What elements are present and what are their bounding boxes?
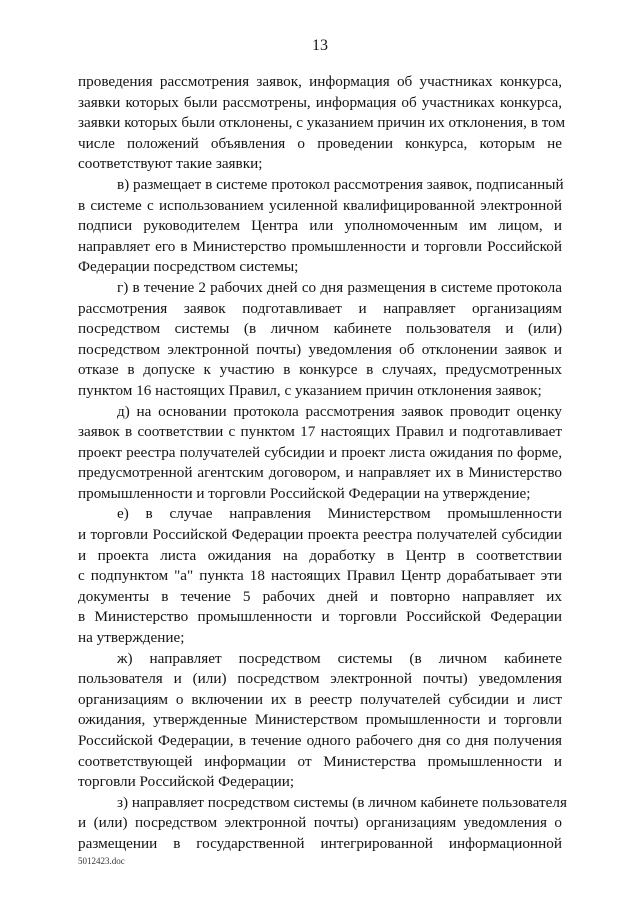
text-line: ж) направляет посредством системы (в личном кабинете	[117, 649, 562, 667]
text-line: направляет его в Министерство промышленности и торговли Российской	[78, 237, 562, 255]
text-line: промышленности и торговли Российской Федерации на утверждение;	[78, 484, 531, 502]
text-line: проведения рассмотрения заявок, информация об участниках конкурса,	[78, 73, 562, 90]
text-line: ожидания, утвержденные Министерством промышленности и торговли	[78, 711, 562, 729]
text-line: в) размещает в системе протокол рассмотрения заявок, подписанный	[117, 175, 564, 193]
text-line: с подпунктом "а" пункта 18 настоящих Правил Центр дорабатывает эти	[78, 567, 562, 585]
text-line: посредством электронной почты) уведомления об отклонении заявок и	[78, 340, 562, 358]
text-line: подписи руководителем Центра или уполномоченным им лицом, и	[78, 217, 562, 235]
text-line: г) в течение 2 рабочих дней со дня размещения в системе протокола	[117, 278, 562, 296]
paragraph-item-g	[78, 278, 562, 402]
paragraph-continuation	[78, 72, 566, 175]
paragraph-item-z	[78, 793, 567, 855]
page-number: 13	[312, 37, 328, 54]
text-line: и торговли Российской Федерации проекта реестра получателей субсидии	[78, 526, 562, 544]
text-line: д) на основании протокола рассмотрения заявок проводит оценку	[117, 402, 562, 420]
text-line: отказе в допуске к участию в конкурсе в случаях, предусмотренных	[78, 361, 562, 379]
text-line: е) в случае направления Министерством промышленности	[117, 505, 562, 523]
text-line: и проекта листа ожидания на доработку в Центр в соответствии	[78, 546, 562, 564]
text-line: в системе с использованием усиленной квалифицированной электронной	[78, 196, 562, 214]
text-line: Федерации посредством системы;	[78, 258, 299, 276]
text-line: пунктом 16 настоящих Правил, с указанием причин отклонения заявок;	[78, 381, 542, 399]
text-line: заявок в соответствии с пунктом 17 настоящих Правил и подготавливает	[78, 423, 562, 441]
text-line: предусмотренной агентским договором, и направляет их в Министерство	[78, 464, 562, 482]
text-line: посредством системы (в личном кабинете пользователя и (или)	[78, 320, 562, 338]
paragraph-item-d	[78, 402, 562, 505]
text-line: на утверждение;	[78, 629, 185, 647]
paragraph-item-zh	[78, 649, 562, 793]
text-line: размещении в государственной интегрированной информационной	[78, 834, 562, 852]
text-line: з) направляет посредством системы (в личном кабинете пользователя	[117, 793, 567, 811]
text-line: заявки которых были рассмотрены, информация об участниках конкурса,	[78, 93, 562, 111]
text-line: заявки которых были отклонены, с указанием причин их отклонения, в том	[78, 114, 566, 132]
text-line: соответствуют такие заявки;	[78, 155, 263, 173]
text-line: торговли Российской Федерации;	[78, 773, 295, 791]
text-line: проект реестра получателей субсидии и проект листа ожидания по форме,	[78, 443, 562, 461]
paragraph-item-e	[78, 504, 562, 648]
text-line: документы в течение 5 рабочих дней и повторно направляет их	[78, 587, 562, 605]
text-line: рассмотрения заявок подготавливает и направляет организациям	[78, 299, 562, 317]
paragraph-item-v	[78, 175, 562, 278]
text-line: Российской Федерации, в течение одного рабочего дня со дня получения	[78, 732, 562, 749]
text-line: и (или) посредством электронной почты) организациям уведомления о	[78, 814, 562, 832]
text-line: числе положений объявления о проведении конкурса, которым не	[78, 134, 562, 152]
document-body	[78, 72, 567, 855]
footer-filename: 5012423.doc	[78, 856, 125, 866]
text-line: соответствующей информации от Министерства промышленности и	[78, 752, 562, 770]
text-line: в Министерство промышленности и торговли Российской Федерации	[78, 608, 562, 626]
text-line: организациям о включении их в реестр получателей субсидии и лист	[78, 690, 562, 708]
text-line: пользователя и (или) посредством электронной почты) уведомления	[78, 670, 562, 688]
